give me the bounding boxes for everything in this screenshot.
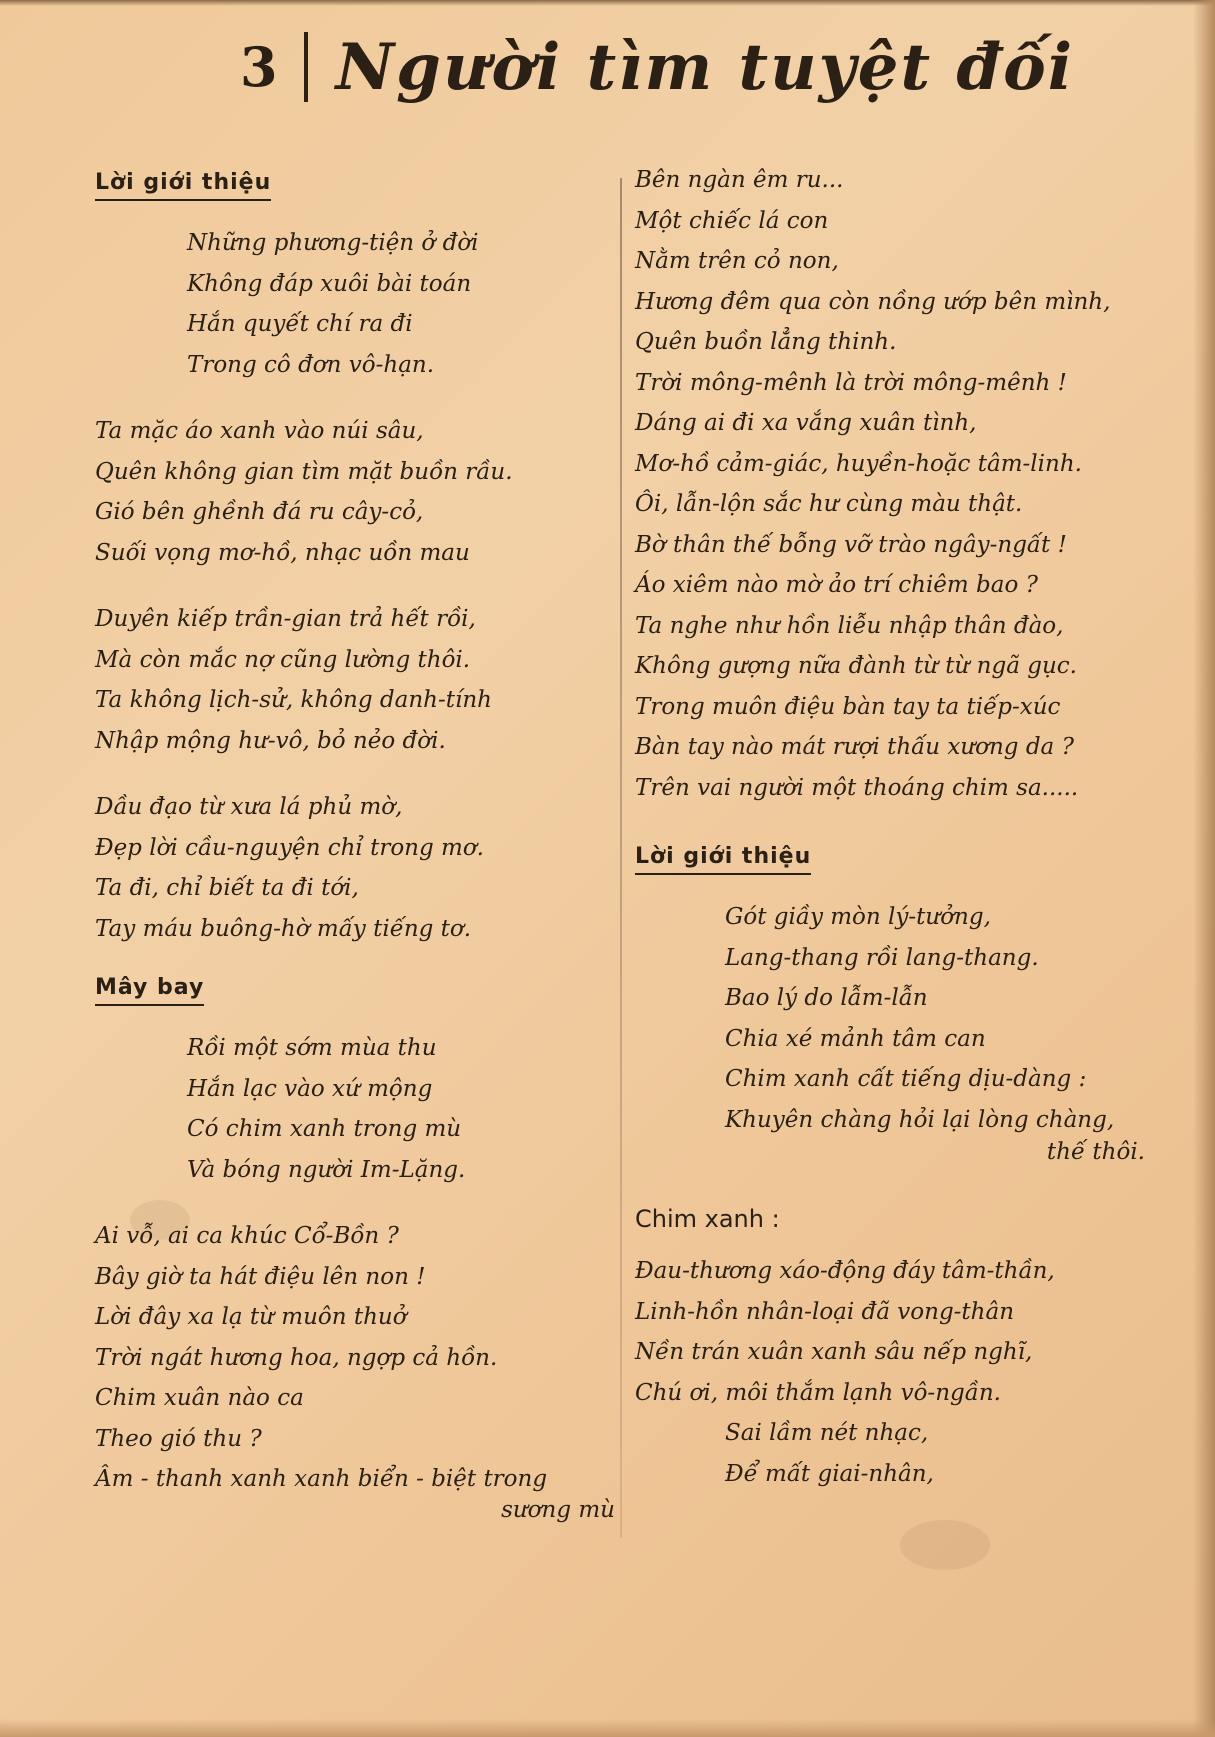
verse-line: Mơ-hồ cảm-giác, huyền-hoặc tâm-linh. xyxy=(635,450,1082,477)
verse-line: Ai vỗ, ai ca khúc Cổ-Bồn ? xyxy=(95,1223,399,1249)
verse-line: thế thôi. xyxy=(1046,1139,1145,1165)
verse-line: Bàn tay nào mát rượi thấu xương da ? xyxy=(635,734,1074,760)
verse-line: Một chiếc lá con xyxy=(635,207,829,234)
verse-line: Bờ thân thế bỗng vỡ trào ngây-ngất ! xyxy=(635,531,1067,558)
stanza xyxy=(635,1251,1155,1494)
chapter-title: Người tìm tuyệt đối xyxy=(335,29,1075,105)
verse-line: Bao lý do lẫm-lẫn xyxy=(725,985,928,1011)
page-bottom-edge xyxy=(0,1719,1215,1737)
verse-line: Đau-thương xáo-động đáy tâm-thần, xyxy=(635,1258,1055,1284)
stanza xyxy=(635,160,1155,808)
verse-line: Dáng ai đi xa vắng xuân tình, xyxy=(635,410,977,436)
verse-line: Những phương-tiện ở đời xyxy=(187,230,479,256)
verse-line: Ta nghe như hồn liễu nhập thân đào, xyxy=(635,612,1064,639)
speaker-label: Chim xanh : xyxy=(635,1204,780,1233)
section-heading: Lời giới thiệu xyxy=(635,844,811,875)
verse-line: Rồi một sớm mùa thu xyxy=(187,1035,437,1061)
verse-line: Không gượng nữa đành từ từ ngã gục. xyxy=(635,653,1077,679)
right-column xyxy=(635,167,1155,1520)
verse-line: Không đáp xuôi bài toán xyxy=(187,270,472,297)
verse-line: Chim xuân nào ca xyxy=(95,1385,304,1411)
section-heading: Mây bay xyxy=(95,975,204,1006)
stanza xyxy=(95,1028,625,1190)
stanza xyxy=(95,411,625,573)
verse-line: Suối vọng mơ-hồ, nhạc uồn mau xyxy=(95,539,470,566)
verse-line: Hương đêm qua còn nồng ướp bên mình, xyxy=(635,288,1111,315)
verse-line: Hắn quyết chí ra đi xyxy=(187,311,413,337)
section-heading: Lời giới thiệu xyxy=(95,170,271,201)
stanza xyxy=(95,223,625,385)
stain xyxy=(900,1520,990,1570)
verse-line: Lang-thang rồi lang-thang. xyxy=(725,944,1039,971)
verse-line: Tay máu buông-hờ mấy tiếng tơ. xyxy=(95,915,472,942)
verse-line: Nằm trên cỏ non, xyxy=(635,248,839,274)
verse-line: Gót giầy mòn lý-tưởng, xyxy=(725,904,991,930)
verse-line: Ôi, lẫn-lộn sắc hư cùng màu thật. xyxy=(635,491,1023,517)
verse-line: Chim xanh cất tiếng dịu-dàng : xyxy=(725,1066,1087,1092)
verse-line: Chia xé mảnh tâm can xyxy=(725,1025,986,1052)
chapter-header xyxy=(240,22,1160,112)
verse-line: Duyên kiếp trần-gian trả hết rồi, xyxy=(95,606,476,632)
verse-line: Trên vai người một thoáng chim sa..... xyxy=(635,774,1079,801)
verse-line: Linh-hồn nhân-loại đã vong-thân xyxy=(635,1298,1015,1325)
verse-line: Lời đây xa lạ từ muôn thuở xyxy=(95,1304,407,1330)
verse-line: Ta đi, chỉ biết ta đi tới, xyxy=(95,875,359,901)
verse-line: Quên buồn lẳng thinh. xyxy=(635,329,897,355)
verse-line: Có chim xanh trong mù xyxy=(187,1116,462,1142)
verse-line: Nền trán xuân xanh sâu nếp nghĩ, xyxy=(635,1339,1033,1365)
chapter-number: 3 xyxy=(240,35,278,99)
verse-line: Chú ơi, môi thắm lạnh vô-ngần. xyxy=(635,1379,1001,1406)
stanza xyxy=(635,897,1155,1173)
verse-line: Và bóng người Im-Lặng. xyxy=(187,1156,466,1183)
left-column xyxy=(95,170,625,1556)
verse-line: Quên không gian tìm mặt buồn rầu. xyxy=(95,458,513,485)
stanza xyxy=(95,599,625,761)
verse-line: Bây giờ ta hát điệu lên non ! xyxy=(95,1263,426,1290)
verse-line: Khuyên chàng hỏi lại lòng chàng, xyxy=(725,1106,1115,1133)
stanza xyxy=(95,787,625,949)
verse-line: Trong cô đơn vô-hạn. xyxy=(187,351,435,378)
verse-line: Trời ngát hương hoa, ngợp cả hồn. xyxy=(95,1344,498,1371)
verse-line: Nhập mộng hư-vô, bỏ nẻo đời. xyxy=(95,727,446,754)
verse-line: Mà còn mắc nợ cũng lường thôi. xyxy=(95,646,471,673)
verse-line: Hắn lạc vào xứ mộng xyxy=(187,1075,433,1102)
verse-line: Ta mặc áo xanh vào núi sâu, xyxy=(95,418,424,444)
page-top-edge xyxy=(0,0,1215,6)
verse-line: Đẹp lời cầu-nguyện chỉ trong mơ. xyxy=(95,834,484,861)
verse-line: Sai lầm nét nhạc, xyxy=(725,1420,929,1446)
verse-line: Gió bên ghềnh đá ru cây-cỏ, xyxy=(95,499,424,525)
page-right-edge xyxy=(1193,0,1215,1737)
verse-line: Ta không lịch-sử, không danh-tính xyxy=(95,687,492,713)
verse-line: Trong muôn điệu bàn tay ta tiếp-xúc xyxy=(635,693,1061,720)
verse-line: Âm - thanh xanh xanh biển - biệt trong xyxy=(95,1466,548,1492)
verse-line: Để mất giai-nhân, xyxy=(725,1460,934,1487)
verse-line: Bên ngàn êm ru... xyxy=(635,167,844,193)
verse-line: Trời mông-mênh là trời mông-mênh ! xyxy=(635,369,1067,396)
verse-line: Theo gió thu ? xyxy=(95,1425,262,1452)
stanza xyxy=(95,1216,625,1530)
header-divider xyxy=(304,32,308,102)
verse-line: Dầu đạo từ xưa lá phủ mờ, xyxy=(95,794,403,820)
verse-line: sương mù xyxy=(501,1496,615,1523)
verse-line: Áo xiêm nào mờ ảo trí chiêm bao ? xyxy=(635,572,1038,598)
